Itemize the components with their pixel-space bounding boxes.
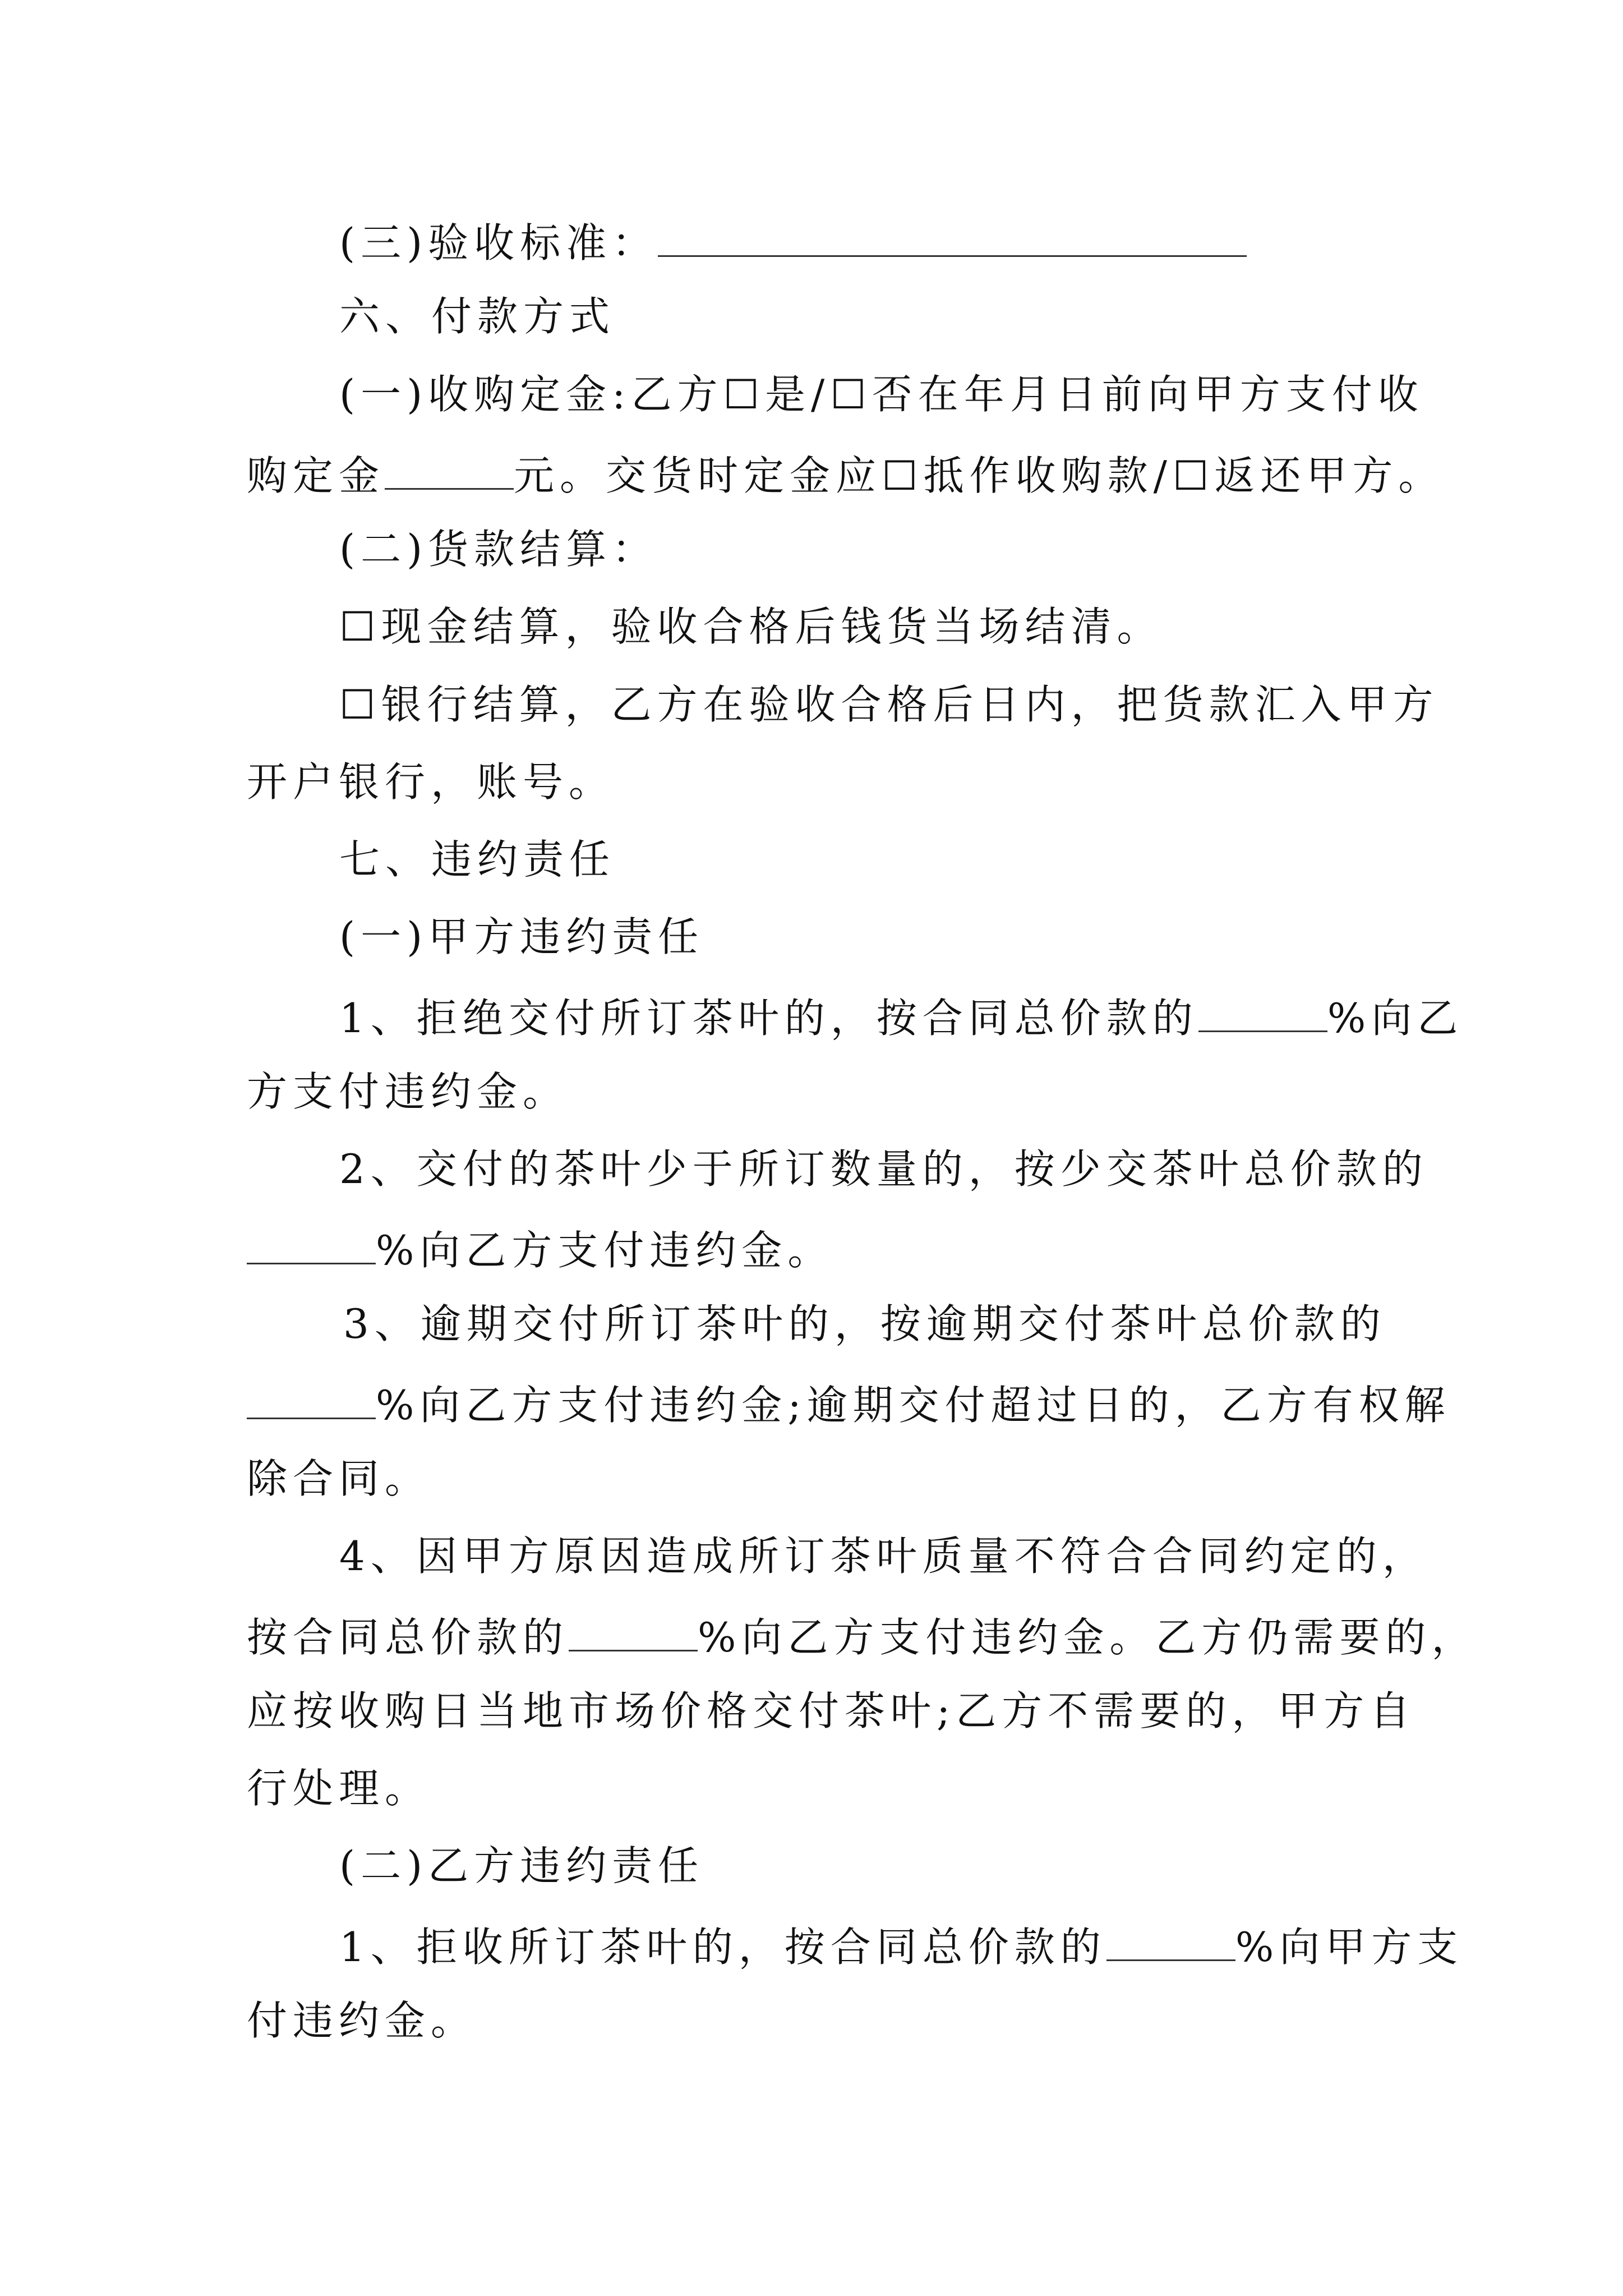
party-b-heading: (二)乙方违约责任 [339, 1842, 704, 1889]
clause-a4-text: 按合同总价款的 [247, 1613, 569, 1661]
clause-a3-line-2 [247, 1381, 1451, 1429]
clause-a3-line-3: 除合同。 [247, 1455, 431, 1502]
clause-a1-blank [1198, 994, 1327, 1032]
clause-a2-text-end: %向乙方支付违约金。 [376, 1226, 834, 1274]
clause-a3-line-1: 3、逾期交付所订茶叶的，按逾期交付茶叶总价款的 [343, 1300, 1386, 1347]
deposit-terms: 元。交货时定金应☐抵作收购款/☐返还甲方。 [514, 452, 1445, 499]
clause-a4-blank [569, 1613, 698, 1651]
clause-b1-line-1 [339, 1923, 1464, 1971]
clause-a4-text-end: %向乙方支付违约金。乙方仍需要的， [698, 1613, 1478, 1661]
clause-a1-line-1 [339, 994, 1464, 1042]
clause-b1-line-2: 付违约金。 [247, 1997, 477, 2044]
clause-a2-blank [247, 1226, 376, 1264]
party-a-heading: (一)甲方违约责任 [339, 913, 704, 960]
clause-a3-blank [247, 1381, 376, 1419]
clause-b1-text-end: %向甲方支 [1235, 1923, 1464, 1971]
clause-b1-blank [1106, 1923, 1235, 1961]
clause-a2-line-2 [247, 1226, 834, 1274]
acceptance-standard-blank [658, 219, 1247, 257]
clause-a3-text-end: %向乙方支付违约金;逾期交付超过日的，乙方有权解 [376, 1381, 1451, 1429]
deposit-line-2 [247, 452, 1445, 499]
clause-a2-line-1: 2、交付的茶叶少于所订数量的，按少交茶叶总价款的 [339, 1145, 1428, 1193]
clause-a1-text-end: %向乙 [1327, 994, 1464, 1042]
settlement-heading: (二)货款结算： [339, 526, 658, 573]
clause-a4-line-2 [247, 1613, 1478, 1661]
bank-settlement-line-1: ☐银行结算，乙方在验收合格后日内，把货款汇入甲方 [339, 681, 1439, 728]
deposit-amount-blank [385, 452, 514, 490]
liability-heading: 七、违约责任 [339, 836, 616, 883]
payment-heading: 六、付款方式 [339, 293, 616, 340]
acceptance-standard-label: (三)验收标准： [339, 219, 658, 266]
deposit-line-1: (一)收购定金:乙方☐是/☐否在年月日前向甲方支付收 [339, 371, 1424, 418]
cash-settlement-line: ☐现金结算，验收合格后钱货当场结清。 [339, 603, 1163, 650]
clause-a1-text: 1、拒绝交付所订茶叶的，按合同总价款的 [339, 994, 1198, 1042]
clause-a4-line-3: 应按收购日当地市场价格交付茶叶;乙方不需要的，甲方自 [247, 1687, 1416, 1734]
clause-a4-line-4: 行处理。 [247, 1765, 431, 1812]
acceptance-standard-line [339, 219, 1247, 266]
clause-b1-text: 1、拒收所订茶叶的，按合同总价款的 [339, 1923, 1106, 1971]
deposit-label: 购定金 [247, 452, 385, 499]
bank-settlement-line-2: 开户银行，账号。 [247, 758, 615, 806]
clause-a1-line-2: 方支付违约金。 [247, 1068, 569, 1115]
clause-a4-line-1: 4、因甲方原因造成所订茶叶质量不符合合同约定的， [339, 1533, 1428, 1580]
